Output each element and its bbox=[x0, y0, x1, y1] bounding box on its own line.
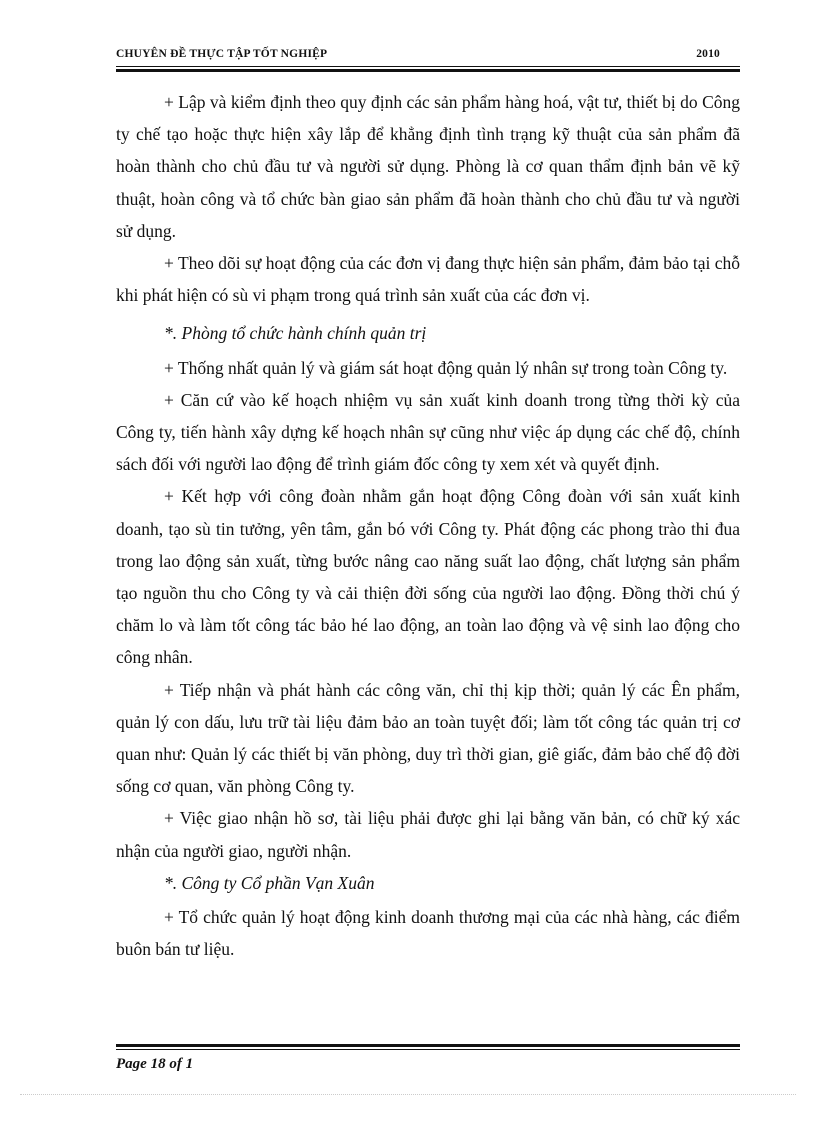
footer-rule-thin bbox=[116, 1049, 740, 1050]
body-text bbox=[116, 86, 740, 965]
footer-rule-thick bbox=[116, 1044, 740, 1047]
page-header bbox=[116, 48, 740, 66]
header-rule-thick bbox=[116, 69, 740, 72]
paragraph: + Thống nhất quản lý và giám sát hoạt động quản lý nhân sự trong toàn Công ty. bbox=[164, 357, 728, 378]
page-edge-divider bbox=[20, 1094, 796, 1095]
paragraph: + Tiếp nhận và phát hành các công văn, chỉ thị kịp thời; quản lý các Ên phẩm, quản lý con dấu, lưu trữ tài liệu đảm bảo an toàn tuyệt đối; làm tốt công tác quản trị cơ quan như: Quản lý các thiết bị văn phòng, duy trì thời gian, giê giấc, đảm bảo chế độ đời sống cơ quan, văn phòng Công ty. bbox=[116, 679, 740, 797]
paragraph: + Theo dõi sự hoạt động của các đơn vị đang thực hiện sản phẩm, đảm bảo tại chỗ khi phát hiện có sù vi phạm trong quá trình sản xuất của các đơn vị. bbox=[116, 253, 740, 306]
header-title: CHUYÊN ĐỀ THỰC TẬP TỐT NGHIỆP bbox=[116, 48, 328, 60]
paragraph: + Tổ chức quản lý hoạt động kinh doanh thương mại của các nhà hàng, các điểm buôn bán tư liệu. bbox=[116, 907, 740, 960]
header-rule-thin bbox=[116, 66, 740, 67]
section-heading: *. Công ty Cổ phần Vạn Xuân bbox=[164, 872, 375, 893]
paragraph: + Việc giao nhận hồ sơ, tài liệu phải được ghi lại bằng văn bản, có chữ ký xác nhận của người giao, người nhận. bbox=[116, 808, 740, 861]
header-year: 2010 bbox=[696, 48, 720, 60]
page-number: Page 18 of 1 bbox=[116, 1056, 194, 1072]
paragraph: + Kết hợp với công đoàn nhằm gắn hoạt động Công đoàn với sản xuất kinh doanh, tạo sù tin tưởng, yên tâm, gắn bó với Công ty. Phát động các phong trào thi đua trong lao động sản xuất, từng bước nâng cao năng suất lao động, chất lượng sản phẩm tạo nguồn thu cho Công ty và cải thiện đời sống của người lao động. Đồng thời chú ý chăm lo và làm tốt công tác bảo hé lao động, an toàn lao động và vệ sinh lao động cho công nhân. bbox=[116, 486, 740, 668]
section-heading: *. Phòng tổ chức hành chính quản trị bbox=[164, 323, 427, 344]
paragraph: + Căn cứ vào kế hoạch nhiệm vụ sản xuất kinh doanh trong từng thời kỳ của Công ty, tiến hành xây dựng kế hoạch nhân sự cũng như việc áp dụng các chế độ, chính sách đối với người lao động để trình giám đốc công ty xem xét và quyết định. bbox=[116, 389, 740, 475]
paragraph: + Lập và kiểm định theo quy định các sản phẩm hàng hoá, vật tư, thiết bị do Công ty chế tạo hoặc thực hiện xây lắp để khẳng định tình trạng kỹ thuật của sản phẩm đã hoàn thành cho chủ đầu tư và người sử dụng. Phòng là cơ quan thẩm định bản vẽ kỹ thuật, hoàn công và tổ chức bàn giao sản phẩm đã hoàn thành cho chủ đầu tư và người sử dụng. bbox=[116, 92, 740, 241]
